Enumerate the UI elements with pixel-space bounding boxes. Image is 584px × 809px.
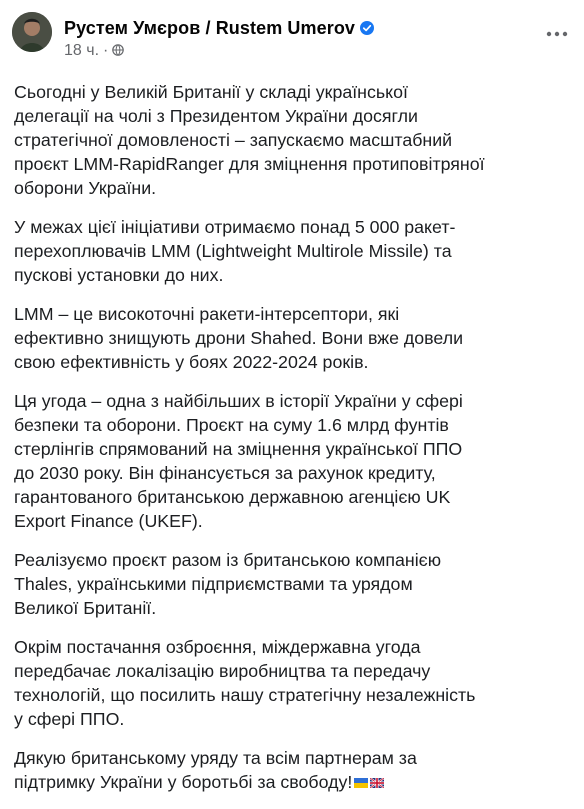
post-meta xyxy=(64,42,124,60)
meta-separator: · xyxy=(103,42,109,59)
verified-badge-icon xyxy=(360,19,374,33)
post-body xyxy=(14,80,584,809)
post-paragraph-last xyxy=(14,746,584,794)
post-header xyxy=(12,12,584,64)
post-paragraph: Сьогодні у Великій Британії у складі української делегації на чолі з Президентом України досягли стратегічної домовленості – запускаємо масштабний проєкт LMM-RapidRanger для зміцнення протиповітряної оборони України. xyxy=(14,82,485,198)
post-time[interactable]: 18 ч. xyxy=(64,42,100,59)
avatar[interactable] xyxy=(12,12,52,52)
post-paragraph: Реалізуємо проєкт разом із британською компанією Thales, українськими підприємствами та урядом Великої Британії. xyxy=(14,550,442,618)
author-name[interactable] xyxy=(64,18,374,39)
post-paragraph: LMM – це високоточні ракети-інтерсептори, які ефективно знищують дрони Shahed. Вони вже довели свою ефективність у боях 2022-2024 років. xyxy=(14,304,464,372)
last-paragraph-text: Дякую британському уряду та всім партнерам за підтримку України у боротьбі за свободу! xyxy=(14,748,417,792)
post-paragraph: Окрім постачання озброєння, міждержавна угода передбачає локалізацію виробництва та передачу технологій, що посилить нашу стратегічну незалежність у сфері ППО. xyxy=(14,637,476,729)
uk-flag-icon xyxy=(370,770,384,780)
post-paragraph: Ця угода – одна з найбільших в історії України у сфері безпеки та оборони. Проєкт на суму 1.6 млрд фунтів стерлінгів спрямований на зміцнення української ППО до 2030 року. Він фінансується за рахунок кредиту, гарантованого британською державною агенцією UK Export Finance (UKEF). xyxy=(14,391,463,531)
post-paragraph: У межах цієї ініціативи отримаємо понад 5 000 ракет- перехоплювачів LMM (Lightweight Multirole Missile) та пускові установки до них. xyxy=(14,217,456,285)
ukraine-flag-icon xyxy=(354,770,368,780)
more-options-icon[interactable] xyxy=(542,26,572,42)
author-name-text: Рустем Умєров / Rustem Umerov xyxy=(64,18,356,38)
globe-icon[interactable] xyxy=(112,43,124,55)
